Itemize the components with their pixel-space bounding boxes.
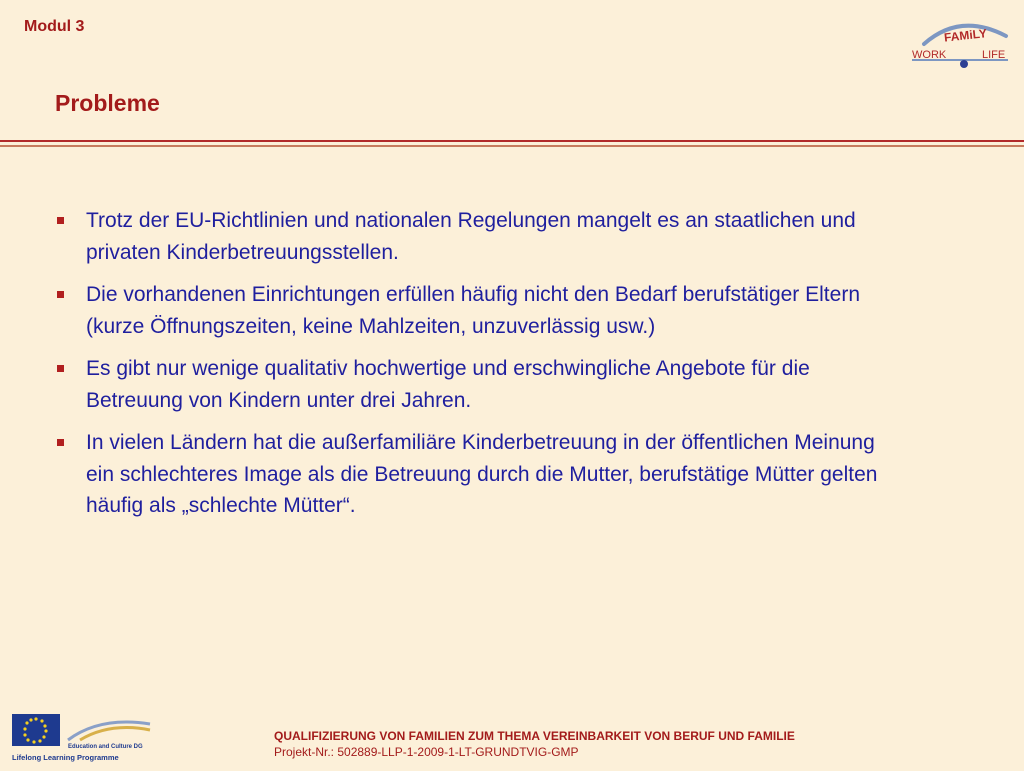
footer-text (274, 728, 974, 760)
bullet-marker (57, 291, 64, 298)
bullet-item (55, 279, 895, 342)
bullet-marker (57, 217, 64, 224)
family-work-life-logo (910, 14, 1014, 70)
logo-text-life: LIFE (982, 49, 1006, 61)
bullet-text: In vielen Ländern hat die außerfamiliäre Kinderbetreuung in der öffentlichen Meinung ein schlechteres Image als die Betreuung durch die Mutter, berufstätige Mütter gelten häufig als „schlechte Mütter“. (86, 431, 878, 517)
dg-label: Education and Culture DG (68, 744, 143, 750)
bullet-marker (57, 365, 64, 372)
bullet-item (55, 427, 895, 522)
bullet-marker (57, 439, 64, 446)
bullet-list (55, 205, 895, 533)
bullet-text: Trotz der EU-Richtlinien und nationalen Regelungen mangelt es an staatlichen und privaten Kinderbetreuungsstellen. (86, 209, 856, 264)
module-label: Modul 3 (24, 18, 85, 35)
bullet-text: Die vorhandenen Einrichtungen erfüllen häufig nicht den Bedarf berufstätiger Eltern (kurze Öffnungszeiten, keine Mahlzeiten, unzuverlässig usw.) (86, 283, 860, 338)
logo-text-work: WORK (912, 49, 947, 61)
lifelong-learning-logo (10, 710, 160, 766)
bullet-text: Es gibt nur wenige qualitativ hochwertige und erschwingliche Angebote für die Betreuung von Kindern unter drei Jahren. (86, 357, 810, 412)
page-title: Probleme (55, 90, 160, 116)
bullet-item (55, 353, 895, 416)
logo-text-family: FAMiLY (943, 26, 988, 45)
footer-project-number: Projekt-Nr.: 502889-LLP-1-2009-1-LT-GRUNDTVIG-GMP (274, 745, 579, 759)
programme-label: Lifelong Learning Programme (12, 753, 119, 762)
header-divider (0, 140, 1024, 148)
bullet-item (55, 205, 895, 268)
footer-project-title: QUALIFIZIERUNG VON FAMILIEN ZUM THEMA VEREINBARKEIT VON BERUF UND FAMILIE (274, 729, 795, 743)
